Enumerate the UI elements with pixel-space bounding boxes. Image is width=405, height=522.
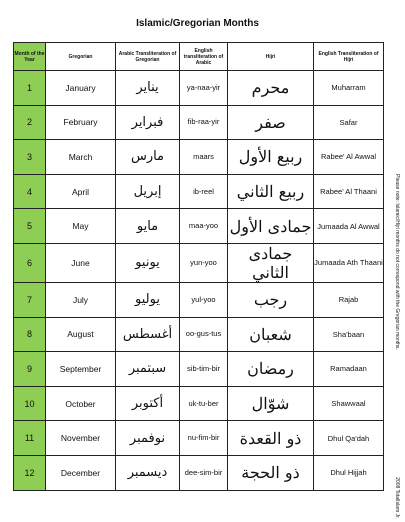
gregorian-name-cell: February [46, 105, 116, 140]
arabic-transliteration-cell: سبتمبر [116, 352, 180, 387]
hijri-transliteration-cell: Dhul Hijjah [314, 455, 384, 490]
month-number-cell: 9 [14, 352, 46, 387]
gregorian-name-cell: August [46, 317, 116, 352]
copyright [392, 478, 402, 518]
table-row [14, 105, 384, 140]
month-number-cell: 4 [14, 174, 46, 209]
month-number-cell: 3 [14, 140, 46, 175]
arabic-transliteration-cell: يوليو [116, 282, 180, 317]
hijri-name-cell: ربيع الثاني [228, 174, 314, 209]
hijri-name-cell: جمادى الثاني [228, 243, 314, 282]
table-row [14, 455, 384, 490]
english-transliteration-cell: nu-fim-bir [180, 421, 228, 456]
hijri-transliteration-cell: Sha'baan [314, 317, 384, 352]
arabic-transliteration-cell: فبراير [116, 105, 180, 140]
hijri-name-cell: شعبان [228, 317, 314, 352]
hijri-name-cell: ذو القعدة [228, 421, 314, 456]
english-transliteration-cell: ib-reel [180, 174, 228, 209]
table-row [14, 243, 384, 282]
hijri-transliteration-cell: Dhul Qa'dah [314, 421, 384, 456]
header-arabic-translit: Arabic Transliteration of Gregorian [116, 43, 180, 71]
hijri-name-cell: ذو الحجة [228, 455, 314, 490]
english-transliteration-cell: sib-tim-bir [180, 352, 228, 387]
arabic-transliteration-cell: أغسطس [116, 317, 180, 352]
hijri-transliteration-cell: Ramadaan [314, 352, 384, 387]
hijri-name-cell: شوّال [228, 386, 314, 421]
table-row [14, 174, 384, 209]
copyright-text: 2008 TotalIslam Jr. [394, 477, 400, 519]
table-row [14, 282, 384, 317]
month-number-cell: 6 [14, 243, 46, 282]
gregorian-name-cell: September [46, 352, 116, 387]
english-transliteration-cell: fib-raa-yir [180, 105, 228, 140]
hijri-name-cell: محرم [228, 71, 314, 106]
hijri-name-cell: رجب [228, 282, 314, 317]
english-transliteration-cell: dee-sim-bir [180, 455, 228, 490]
hijri-transliteration-cell: Shawwaal [314, 386, 384, 421]
month-number-cell: 5 [14, 209, 46, 244]
english-transliteration-cell: ya-naa-yir [180, 71, 228, 106]
arabic-transliteration-cell: يناير [116, 71, 180, 106]
gregorian-name-cell: October [46, 386, 116, 421]
hijri-transliteration-cell: Muharram [314, 71, 384, 106]
months-table [13, 42, 384, 491]
header-hijri: Hijri [228, 43, 314, 71]
hijri-name-cell: رمضان [228, 352, 314, 387]
arabic-transliteration-cell: مايو [116, 209, 180, 244]
table-row [14, 386, 384, 421]
hijri-transliteration-cell: Rajab [314, 282, 384, 317]
gregorian-name-cell: May [46, 209, 116, 244]
table-row [14, 209, 384, 244]
header-english-hijri: English Transliteration of Hijri [314, 43, 384, 71]
table-row [14, 71, 384, 106]
arabic-transliteration-cell: مارس [116, 140, 180, 175]
table-row [14, 421, 384, 456]
arabic-transliteration-cell: ديسمبر [116, 455, 180, 490]
header-english-translit: English transliteration of Arabic [180, 43, 228, 71]
hijri-name-cell: صفر [228, 105, 314, 140]
table-row [14, 140, 384, 175]
page-title: Islamic/Gregorian Months [136, 18, 259, 29]
hijri-transliteration-cell: Jumaada Ath Thaani [314, 243, 384, 282]
table-row [14, 317, 384, 352]
gregorian-name-cell: January [46, 71, 116, 106]
english-transliteration-cell: yul-yoo [180, 282, 228, 317]
arabic-transliteration-cell: نوفمبر [116, 421, 180, 456]
header-month: Month of the Year [14, 43, 46, 71]
month-number-cell: 11 [14, 421, 46, 456]
side-note-text: Please note: Islamic/Hijri months do not correspond with the Gregorian months. [394, 174, 400, 350]
arabic-transliteration-cell: إبريل [116, 174, 180, 209]
hijri-transliteration-cell: Safar [314, 105, 384, 140]
gregorian-name-cell: April [46, 174, 116, 209]
english-transliteration-cell: maars [180, 140, 228, 175]
month-number-cell: 8 [14, 317, 46, 352]
gregorian-name-cell: June [46, 243, 116, 282]
month-number-cell: 12 [14, 455, 46, 490]
hijri-transliteration-cell: Rabee' Al Thaani [314, 174, 384, 209]
table-row [14, 352, 384, 387]
english-transliteration-cell: oo-gus-tus [180, 317, 228, 352]
hijri-name-cell: جمادى الأول [228, 209, 314, 244]
gregorian-name-cell: November [46, 421, 116, 456]
hijri-transliteration-cell: Jumaada Al Awwal [314, 209, 384, 244]
header-row [14, 43, 384, 71]
english-transliteration-cell: maa-yoo [180, 209, 228, 244]
hijri-name-cell: ربيع الأول [228, 140, 314, 175]
hijri-transliteration-cell: Rabee' Al Awwal [314, 140, 384, 175]
arabic-transliteration-cell: يونيو [116, 243, 180, 282]
gregorian-name-cell: December [46, 455, 116, 490]
month-number-cell: 10 [14, 386, 46, 421]
header-gregorian: Gregorian [46, 43, 116, 71]
month-number-cell: 2 [14, 105, 46, 140]
english-transliteration-cell: uk-tu-ber [180, 386, 228, 421]
month-number-cell: 7 [14, 282, 46, 317]
gregorian-name-cell: July [46, 282, 116, 317]
gregorian-name-cell: March [46, 140, 116, 175]
side-note [392, 42, 402, 482]
arabic-transliteration-cell: أكتوبر [116, 386, 180, 421]
month-number-cell: 1 [14, 71, 46, 106]
english-transliteration-cell: yun-yoo [180, 243, 228, 282]
